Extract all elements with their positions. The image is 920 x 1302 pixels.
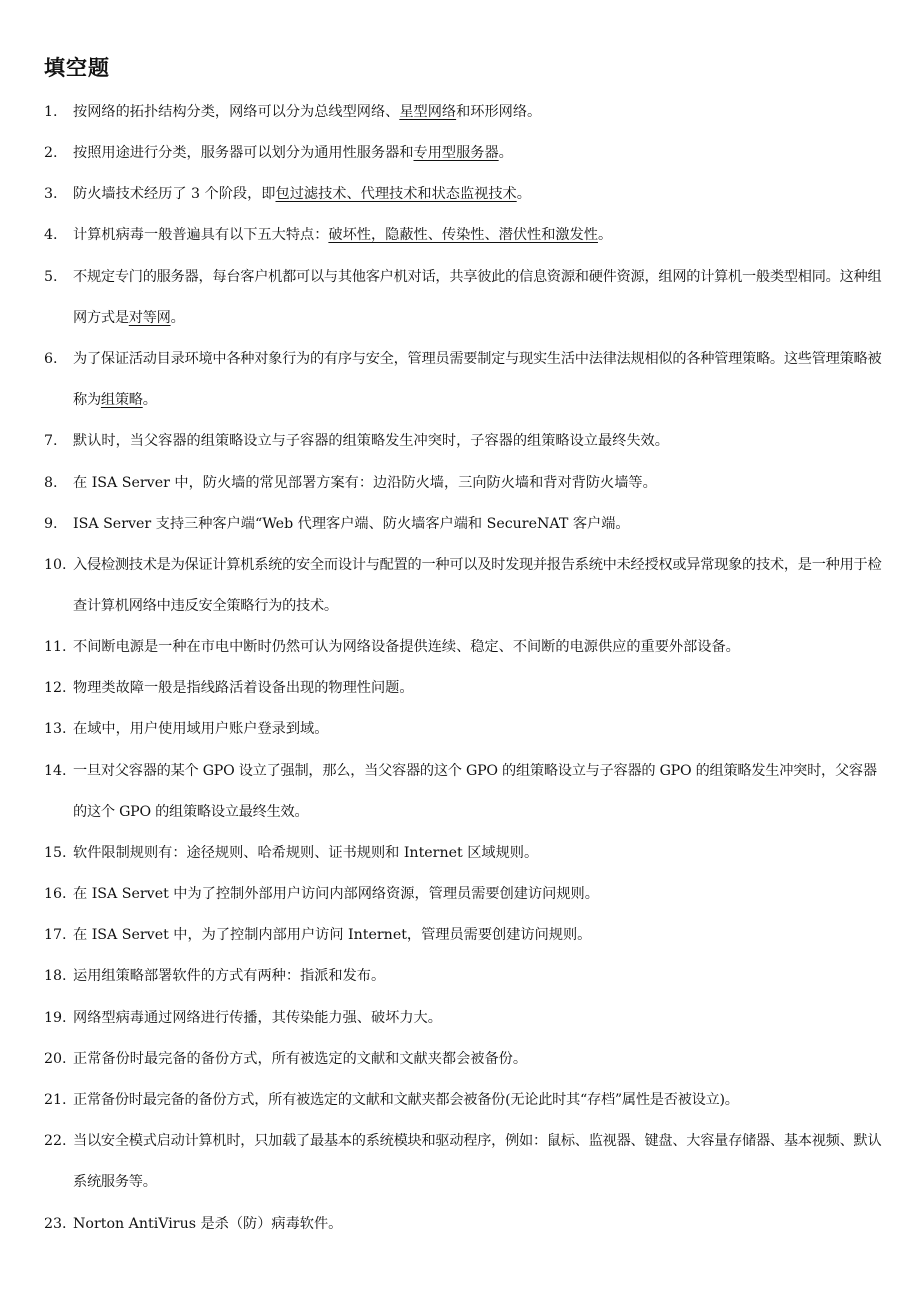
- question-item-18: [44, 956, 884, 997]
- question-text: 在 ISA Servet 中为了控制外部用户访问内部网络资源，管理员需要创建访问规则。: [73, 886, 599, 902]
- question-text: 默认时，当父容器的组策略设立与子容器的组策略发生冲突时，子容器的组策略设立最终失效。: [73, 433, 669, 449]
- question-number: 20.: [44, 1051, 67, 1067]
- question-item-7: [44, 421, 884, 462]
- question-item-2: [44, 133, 884, 174]
- question-number: 1.: [44, 104, 58, 120]
- answer-text: 组策略: [100, 392, 143, 408]
- question-number: 4.: [44, 227, 58, 243]
- question-item-13: [44, 709, 884, 750]
- question-text: 在域中，用户使用域用户账户登录到域。: [73, 721, 329, 737]
- question-item-9: [44, 504, 884, 545]
- answer-text: 对等网: [128, 310, 171, 326]
- answer-text: 包过滤技术、代理技术和状态监视技术: [275, 186, 517, 202]
- question-number: 13.: [44, 721, 67, 737]
- question-item-3: [44, 174, 884, 215]
- question-text: 软件限制规则有：途径规则、哈希规则、证书规则和 Internet 区域规则。: [73, 845, 539, 861]
- question-number: 17.: [44, 927, 67, 943]
- question-text: 正常备份时最完备的备份方式，所有被选定的文献和文献夹都会被备份(无论此时其“存档”属性是否被设立)。: [73, 1092, 739, 1108]
- question-text: 正常备份时最完备的备份方式，所有被选定的文献和文献夹都会被备份。: [73, 1051, 528, 1067]
- question-item-16: [44, 874, 884, 915]
- question-number: 9.: [44, 516, 58, 532]
- question-item-22: [44, 1121, 884, 1203]
- question-item-6: [44, 339, 884, 421]
- answer-text: 星型网络: [399, 104, 457, 120]
- question-number: 5.: [44, 269, 58, 285]
- question-item-4: [44, 215, 884, 256]
- question-text: 物理类故障一般是指线路活着设备出现的物理性问题。: [73, 680, 414, 696]
- question-number: 3.: [44, 186, 58, 202]
- question-item-11: [44, 627, 884, 668]
- page-title: 填空题: [44, 56, 110, 80]
- question-item-8: [44, 463, 884, 504]
- question-number: 12.: [44, 680, 67, 696]
- answer-text: 专用型服务器: [413, 145, 499, 161]
- question-text: 一旦对父容器的某个 GPO 设立了强制，那么，当父容器的这个 GPO 的组策略设立与子容器的 GPO 的组策略发生冲突时，父容器的这个 GPO 的组策略设立最终生效。: [73, 763, 877, 820]
- question-item-17: [44, 915, 884, 956]
- question-number: 23.: [44, 1216, 67, 1232]
- question-item-21: [44, 1080, 884, 1121]
- question-number: 11.: [44, 639, 67, 655]
- question-number: 6.: [44, 351, 58, 367]
- question-text: 不间断电源是一种在市电中断时仍然可认为网络设备提供连续、稳定、不间断的电源供应的重要外部设备。: [73, 639, 740, 655]
- question-text: 当以安全模式启动计算机时，只加载了最基本的系统模块和驱动程序，例如：鼠标、监视器、键盘、大容量存储器、基本视频、默认系统服务等。: [73, 1133, 882, 1190]
- question-item-10: [44, 545, 884, 627]
- question-number: 18.: [44, 968, 67, 984]
- question-text: 网络型病毒通过网络进行传播，其传染能力强、破坏力大。: [73, 1010, 442, 1026]
- question-text: 为了保证活动目录环境中各种对象行为的有序与安全，管理员需要制定与现实生活中法律法规相似的各种管理策略。这些管理策略被称为组策略。: [73, 351, 882, 408]
- question-item-5: [44, 257, 884, 339]
- question-number: 14.: [44, 763, 67, 779]
- question-text: 按照用途进行分类，服务器可以划分为通用性服务器和专用型服务器。: [73, 145, 513, 161]
- question-number: 19.: [44, 1010, 67, 1026]
- question-item-19: [44, 998, 884, 1039]
- question-text: 按网络的拓扑结构分类，网络可以分为总线型网络、星型网络和环形网络。: [73, 104, 542, 120]
- question-text: 不规定专门的服务器，每台客户机都可以与其他客户机对话，共享彼此的信息资源和硬件资源，组网的计算机一般类型相同。这种组网方式是对等网。: [73, 269, 882, 326]
- question-text: 运用组策略部署软件的方式有两种：指派和发布。: [73, 968, 386, 984]
- question-number: 21.: [44, 1092, 67, 1108]
- question-text: 计算机病毒一般普遍具有以下五大特点：破坏性，隐蔽性、传染性、潜伏性和激发性。: [73, 227, 613, 243]
- question-text: 在 ISA Servet 中，为了控制内部用户访问 Internet，管理员需要创建访问规则。: [73, 927, 592, 943]
- question-number: 7.: [44, 433, 58, 449]
- question-text: Norton AntiVirus 是杀（防）病毒软件。: [73, 1216, 343, 1232]
- question-item-20: [44, 1039, 884, 1080]
- question-text: 防火墙技术经历了 3 个阶段，即包过滤技术、代理技术和状态监视技术。: [73, 186, 531, 202]
- question-text: 在 ISA Server 中，防火墙的常见部署方案有：边沿防火墙，三向防火墙和背对背防火墙等。: [73, 475, 657, 491]
- question-item-14: [44, 751, 884, 833]
- question-item-15: [44, 833, 884, 874]
- question-number: 16.: [44, 886, 67, 902]
- question-item-23: [44, 1204, 884, 1245]
- question-number: 2.: [44, 145, 58, 161]
- question-number: 10.: [44, 557, 67, 573]
- question-text: 入侵检测技术是为保证计算机系统的安全而设计与配置的一种可以及时发现并报告系统中未经授权或异常现象的技术，是一种用于检查计算机网络中违反安全策略行为的技术。: [73, 557, 882, 614]
- question-item-1: [44, 92, 884, 133]
- question-item-12: [44, 668, 884, 709]
- question-number: 8.: [44, 475, 58, 491]
- question-number: 22.: [44, 1133, 67, 1149]
- question-text: ISA Server 支持三种客户端“Web 代理客户端、防火墙客户端和 SecureNAT 客户端。: [73, 516, 630, 532]
- question-number: 15.: [44, 845, 67, 861]
- answer-text: 破坏性，隐蔽性、传染性、潜伏性和激发性: [328, 227, 598, 243]
